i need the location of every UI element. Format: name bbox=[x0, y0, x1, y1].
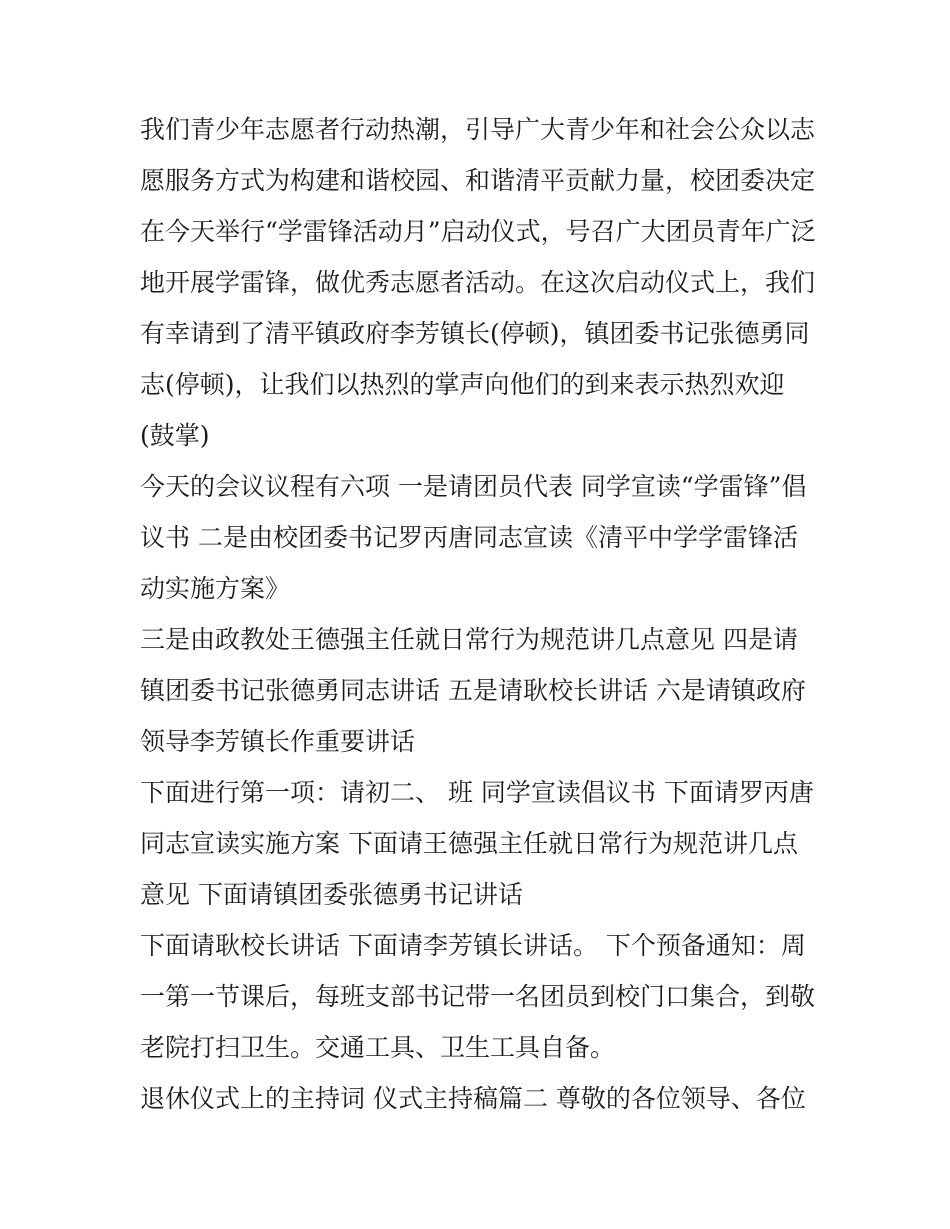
text-line: 老院打扫卫生。交通工具、卫生工具自备。 bbox=[140, 1033, 616, 1062]
text-line: 一第一节课后，每班支部书记带一名团员到校门口集合，到敬 bbox=[140, 982, 816, 1011]
text-line: 意见 下面请镇团委张德勇书记讲话 bbox=[140, 880, 523, 909]
body-text bbox=[140, 104, 816, 1124]
text-line: 在今天举行“学雷锋活动月”启动仪式，号召广大团员青年广泛 bbox=[140, 217, 816, 246]
text-line: 三是由政教处王德强主任就日常行为规范讲几点意见 四是请 bbox=[140, 625, 798, 654]
text-line: (鼓掌) bbox=[140, 421, 210, 450]
text-line: 同志宣读实施方案 下面请王德强主任就日常行为规范讲几点 bbox=[140, 829, 798, 858]
text-line: 下面请耿校长讲话 下面请李芳镇长讲话。 下个预备通知：周 bbox=[140, 931, 806, 960]
text-line: 动实施方案》 bbox=[140, 574, 291, 603]
text-line: 镇团委书记张德勇同志讲话 五是请耿校长讲话 六是请镇政府 bbox=[140, 676, 806, 705]
text-line: 有幸请到了清平镇政府李芳镇长(停顿)，镇团委书记张德勇同 bbox=[140, 319, 810, 348]
text-line: 退休仪式上的主持词 仪式主持稿篇二 尊敬的各位领导、各位 bbox=[140, 1084, 806, 1113]
text-line: 议书 二是由校团委书记罗丙唐同志宣读《清平中学学雷锋活 bbox=[140, 523, 798, 552]
text-line: 领导李芳镇长作重要讲话 bbox=[140, 727, 416, 756]
text-line: 愿服务方式为构建和谐校园、和谐清平贡献力量，校团委决定 bbox=[140, 166, 816, 195]
text-line: 下面进行第一项：请初二、 班 同学宣读倡议书 下面请罗丙唐 bbox=[140, 778, 814, 807]
text-line: 我们青少年志愿者行动热潮，引导广大青少年和社会公众以志 bbox=[140, 115, 816, 144]
text-line: 今天的会议议程有六项 一是请团员代表 同学宣读“学雷锋”倡 bbox=[140, 472, 807, 501]
text-line: 志(停顿)，让我们以热烈的掌声向他们的到来表示热烈欢迎 bbox=[140, 370, 785, 399]
text-line: 地开展学雷锋，做优秀志愿者活动。在这次启动仪式上，我们 bbox=[140, 268, 816, 297]
